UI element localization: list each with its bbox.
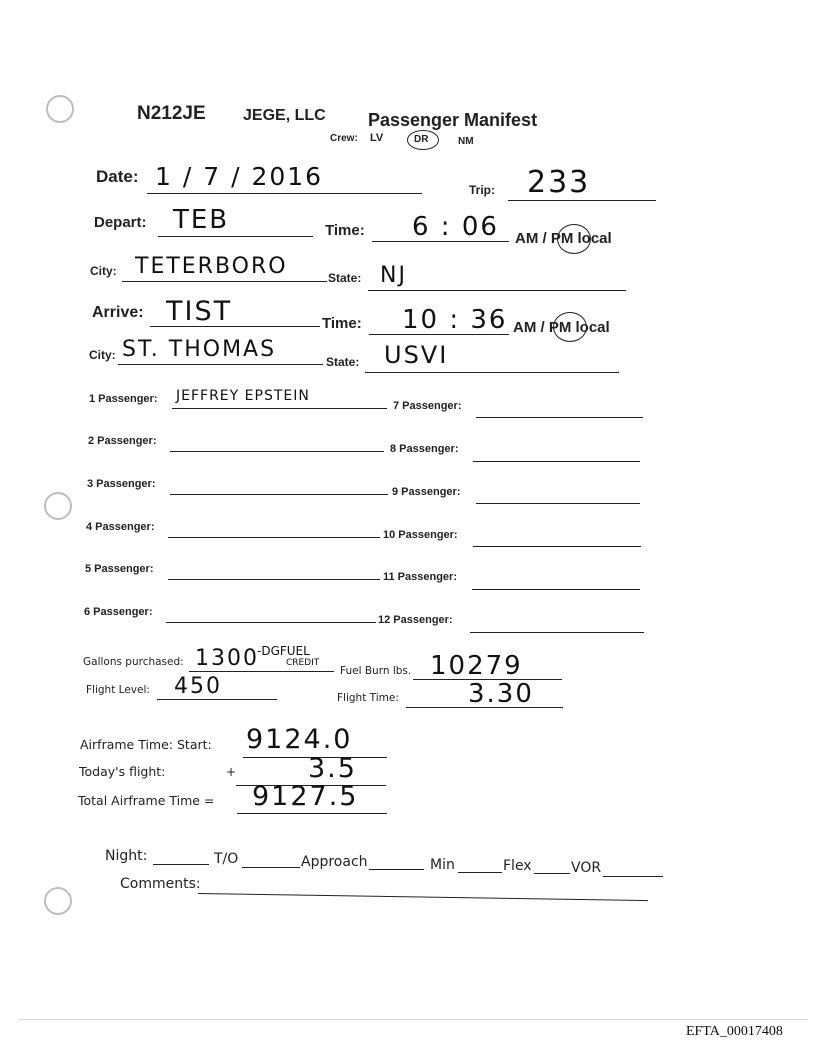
passenger-8-label: 8 Passenger: — [390, 443, 459, 455]
gallons-purchased-value: 1300 — [195, 646, 259, 671]
passenger-7-label: 7 Passenger: — [393, 400, 462, 412]
arrive-ampm-local: AM / PM local — [513, 319, 610, 336]
todays-flight-label: Today's flight: — [79, 764, 166, 779]
flex-label: Flex — [503, 858, 532, 874]
takeoff-label: T/O — [214, 851, 239, 867]
trip-line — [508, 200, 656, 201]
passenger-12-label: 12 Passenger: — [378, 614, 453, 626]
passenger-11-line — [472, 589, 640, 590]
depart-state-value: NJ — [380, 263, 407, 288]
crew-member-dr: DR — [414, 134, 429, 145]
airframe-start-value: 9124.0 — [246, 724, 353, 755]
airframe-start-label: Airframe Time: Start: — [80, 737, 212, 752]
flight-level-value: 450 — [174, 674, 222, 699]
depart-city-line — [122, 281, 327, 282]
arrive-state-label: State: — [326, 355, 360, 369]
total-airframe-value: 9127.5 — [252, 781, 359, 812]
takeoff-line — [242, 867, 300, 868]
flight-level-label: Flight Level: — [86, 684, 150, 696]
vor-line — [603, 876, 663, 877]
depart-time-value: 6 : 06 — [412, 212, 499, 242]
gallons-note-line2: CREDIT — [286, 658, 320, 668]
passenger-7-line — [476, 417, 643, 418]
passenger-4-line — [168, 537, 380, 538]
document-id-stamp: EFTA_00017408 — [686, 1024, 783, 1039]
passenger-1-value: JEFFREY EPSTEIN — [176, 388, 310, 404]
total-airframe-label: Total Airframe Time = — [78, 793, 215, 808]
punch-hole-bottom — [44, 887, 72, 915]
gallons-purchased-line — [189, 671, 334, 672]
flex-line — [534, 873, 570, 874]
crew-member-lv: LV — [370, 132, 384, 144]
fuel-burn-label: Fuel Burn lbs. — [340, 665, 412, 677]
arrive-label: Arrive: — [92, 304, 144, 321]
passenger-4-label: 4 Passenger: — [86, 521, 155, 533]
depart-value: TEB — [173, 205, 230, 235]
passenger-10-label: 10 Passenger: — [383, 529, 458, 541]
trip-value: 233 — [527, 165, 591, 200]
fuel-burn-value: 10279 — [430, 651, 523, 681]
arrive-pm-circle — [553, 312, 587, 342]
passenger-3-line — [170, 494, 388, 495]
passenger-12-line — [470, 632, 644, 633]
passenger-6-label: 6 Passenger: — [84, 606, 153, 618]
depart-city-value: TETERBORO — [135, 254, 288, 279]
passenger-8-line — [473, 461, 640, 462]
night-label: Night: — [105, 848, 148, 864]
crew-member-nm: NM — [458, 136, 474, 147]
flight-level-line — [157, 699, 277, 700]
crew-label: Crew: — [330, 133, 358, 144]
passenger-1-line — [172, 408, 387, 409]
page-scan-edge — [18, 1019, 808, 1020]
gallons-note-line1: -DGFUEL — [257, 644, 310, 658]
depart-label: Depart: — [94, 214, 147, 231]
flight-time-label: Flight Time: — [337, 692, 399, 704]
passenger-9-label: 9 Passenger: — [392, 486, 461, 498]
total-airframe-line — [237, 813, 387, 814]
passenger-1-label: 1 Passenger: — [89, 393, 158, 405]
gallons-purchased-label: Gallons purchased: — [83, 656, 184, 668]
document-title: Passenger Manifest — [368, 110, 538, 130]
approach-line — [369, 869, 424, 870]
depart-pm-circle — [557, 224, 591, 254]
passenger-10-line — [473, 546, 641, 547]
depart-state-line — [368, 290, 626, 291]
passenger-9-line — [476, 503, 640, 504]
date-line — [147, 193, 422, 194]
comments-line — [198, 893, 648, 901]
passenger-11-label: 11 Passenger: — [383, 571, 457, 583]
depart-city-label: City: — [90, 264, 117, 278]
min-label: Min — [430, 857, 455, 873]
arrive-state-line — [365, 372, 619, 373]
depart-time-label: Time: — [325, 222, 365, 239]
min-line — [458, 872, 502, 873]
arrive-value: TIST — [166, 296, 233, 327]
arrive-city-label: City: — [89, 348, 116, 362]
approach-label: Approach — [301, 854, 368, 870]
company-name: JEGE, LLC — [243, 107, 326, 124]
passenger-2-line — [170, 451, 384, 452]
depart-ampm-local: AM / PM local — [515, 230, 612, 247]
date-value: 1 / 7 / 2016 — [155, 162, 324, 191]
night-line — [153, 864, 209, 865]
arrive-state-value: USVI — [384, 341, 449, 369]
passenger-2-label: 2 Passenger: — [88, 435, 157, 447]
punch-hole-top — [46, 95, 74, 123]
vor-label: VOR — [571, 860, 602, 876]
depart-state-label: State: — [328, 271, 362, 285]
arrive-time-label: Time: — [322, 315, 362, 332]
date-label: Date: — [96, 167, 139, 186]
aircraft-tail-number: N212JE — [137, 103, 206, 124]
arrive-city-value: ST. THOMAS — [122, 337, 277, 362]
trip-label: Trip: — [469, 183, 495, 197]
arrive-city-line — [118, 364, 323, 365]
passenger-5-label: 5 Passenger: — [85, 563, 154, 575]
passenger-6-line — [166, 622, 376, 623]
depart-line — [158, 236, 313, 237]
punch-hole-middle — [44, 492, 72, 520]
todays-flight-value: 3.5 — [308, 753, 357, 784]
flight-time-value: 3.30 — [468, 679, 534, 709]
todays-flight-plus: + — [226, 765, 237, 779]
passenger-3-label: 3 Passenger: — [87, 478, 156, 490]
passenger-5-line — [168, 579, 380, 580]
arrive-time-value: 10 : 36 — [402, 305, 508, 335]
comments-label: Comments: — [120, 876, 201, 892]
